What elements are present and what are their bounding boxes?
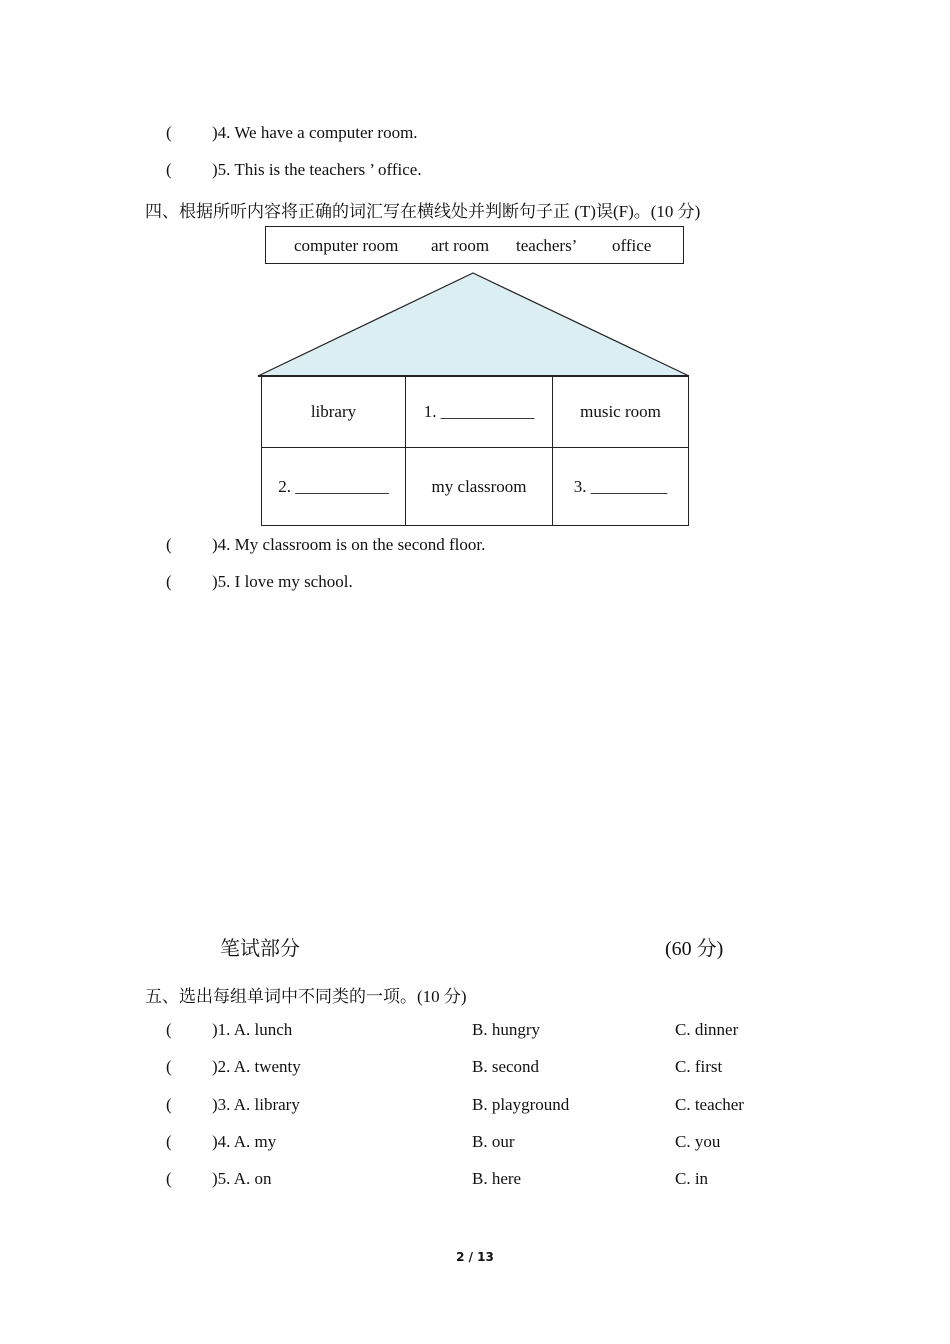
- question-text: )5. This is the teachers ’ office.: [212, 160, 422, 179]
- school-building-table: [261, 376, 689, 526]
- option-a: )2. A. twenty: [212, 1057, 301, 1076]
- room-cell: library: [262, 377, 406, 448]
- room-cell: 3. _________: [553, 448, 689, 526]
- room-cell: 1. ___________: [406, 377, 553, 448]
- answer-paren: (: [166, 1132, 172, 1151]
- option-b: B. second: [472, 1057, 540, 1076]
- room-cell: my classroom: [406, 448, 553, 526]
- option-c: C. in: [675, 1169, 709, 1188]
- answer-paren: (: [166, 535, 172, 554]
- option-c: C. dinner: [675, 1020, 739, 1039]
- question-text: )4. My classroom is on the second floor.: [212, 535, 486, 554]
- written-part-score: (60 分): [665, 938, 724, 960]
- word-bank-item: art room: [431, 236, 490, 255]
- room-cell: music room: [553, 377, 689, 448]
- answer-paren: (: [166, 572, 172, 591]
- question-text: )5. I love my school.: [212, 572, 353, 591]
- house-roof: [255, 270, 695, 382]
- answer-paren: (: [166, 1169, 172, 1188]
- option-b: B. here: [472, 1169, 522, 1188]
- word-bank-item: computer room: [294, 236, 399, 255]
- answer-paren: (: [166, 1057, 172, 1076]
- option-c: C. you: [675, 1132, 721, 1151]
- answer-paren: (: [166, 1020, 172, 1039]
- option-c: C. first: [675, 1057, 723, 1076]
- section-title-4: 四、根据所听内容将正确的词汇写在横线处并判断句子正 (T)误(F)。(10 分): [145, 202, 701, 221]
- room-cell: 2. ___________: [262, 448, 406, 526]
- answer-paren: (: [166, 123, 172, 142]
- question-text: )4. We have a computer room.: [212, 123, 418, 142]
- written-part-label: 笔试部分: [220, 938, 300, 960]
- page-number: 2 / 13: [456, 1250, 494, 1264]
- section-title-5: 五、选出每组单词中不同类的一项。(10 分): [145, 987, 467, 1006]
- option-a: )5. A. on: [212, 1169, 272, 1188]
- option-b: B. playground: [472, 1095, 570, 1114]
- option-b: B. our: [472, 1132, 515, 1151]
- answer-paren: (: [166, 1095, 172, 1114]
- option-a: )4. A. my: [212, 1132, 277, 1151]
- option-b: B. hungry: [472, 1020, 540, 1039]
- answer-paren: (: [166, 160, 172, 179]
- word-bank-item: office: [612, 236, 652, 255]
- option-a: )3. A. library: [212, 1095, 300, 1114]
- option-a: )1. A. lunch: [212, 1020, 293, 1039]
- option-c: C. teacher: [675, 1095, 744, 1114]
- word-bank-item: teachers’: [516, 236, 578, 255]
- word-bank-box: [265, 226, 684, 264]
